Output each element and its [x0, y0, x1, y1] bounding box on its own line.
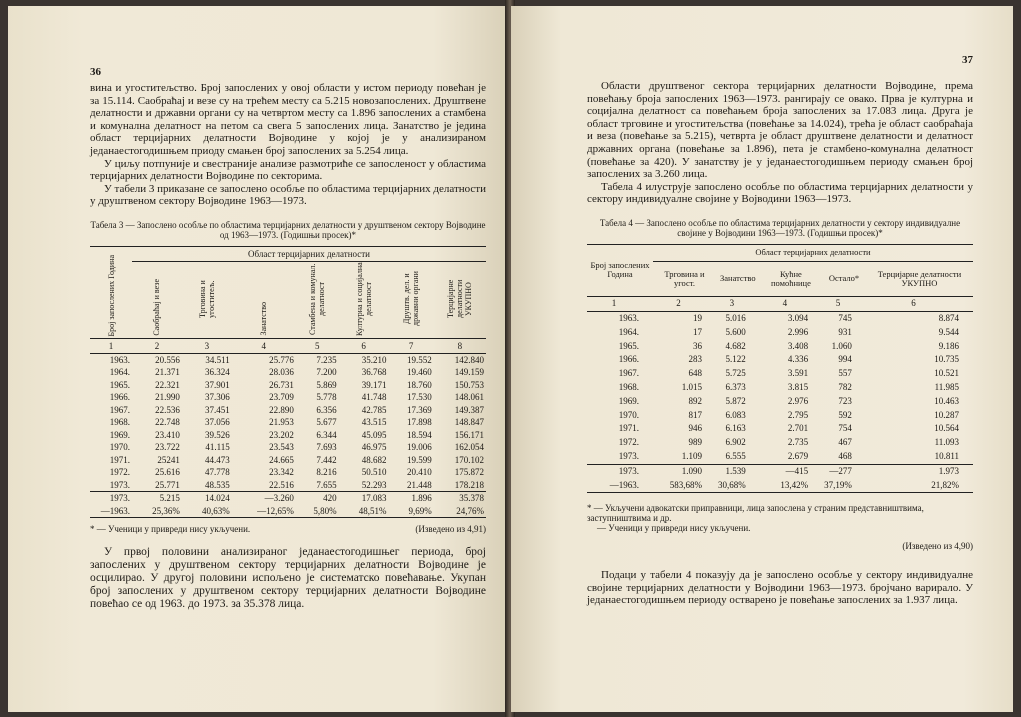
- table-cell: 6.555: [725, 450, 746, 461]
- table-cell: 36: [692, 340, 702, 351]
- column-header: [132, 261, 182, 338]
- table-row: [90, 479, 486, 492]
- table-cell: 13,42%: [760, 479, 822, 493]
- table-cell: 28.036: [269, 367, 294, 378]
- table-cell: 47.778: [205, 467, 230, 478]
- table-cell: 23.202: [269, 429, 294, 440]
- table-cell: 7.442: [316, 454, 337, 465]
- table-cell: 142.840: [454, 354, 484, 365]
- column-header: [296, 261, 339, 338]
- table-cell: 817: [688, 409, 702, 420]
- table-cell: 24.665: [269, 454, 294, 465]
- table-cell: 21.990: [155, 392, 180, 403]
- table-cell: 1963.: [109, 354, 130, 365]
- table-cell: 782: [838, 381, 852, 392]
- table-cell: 3.815: [787, 381, 809, 392]
- table-cell: 1971.: [618, 423, 639, 434]
- table-cell: 1965.: [618, 340, 639, 351]
- table-cell: 1970.: [618, 409, 639, 420]
- table-cell: 9,69%: [389, 505, 434, 518]
- paragraph: У циљу потпуније и свестраније анализе размотриће се запосленост у областима терцијарних делатности Војводине по секторима.: [90, 157, 486, 183]
- table-footnote: * — Ученици у привреди нису укључени.: [90, 524, 251, 535]
- table-cell: 1965.: [109, 379, 130, 390]
- table-cell: 1972.: [109, 467, 130, 478]
- table-cell: 1972.: [618, 437, 639, 448]
- table-row: [587, 340, 973, 354]
- group-header: Област терцијарних делатности: [132, 246, 486, 261]
- table-cell: 30,68%: [716, 479, 760, 493]
- table-cell: 6.373: [725, 381, 746, 392]
- table-cell: 3.094: [787, 312, 809, 323]
- table-cell: 175.872: [454, 467, 484, 478]
- table-cell: 3.591: [787, 368, 809, 379]
- table-cell: 6.083: [725, 409, 746, 420]
- column-header: [182, 261, 232, 338]
- table-row: [90, 366, 486, 379]
- table-cell: 1967.: [618, 368, 639, 379]
- column-header-label: Занатство: [259, 302, 269, 336]
- table-cell: 23.709: [269, 392, 294, 403]
- table-cell: 5.215: [132, 492, 182, 505]
- table-cell: 1.015: [681, 381, 702, 392]
- table-row: [587, 479, 973, 493]
- table-cell: 178.218: [454, 479, 484, 490]
- table-cell: 48.682: [361, 454, 387, 465]
- table-cell: 148.061: [454, 392, 484, 403]
- table-cell: 1971.: [109, 454, 130, 465]
- table-cell: 19: [692, 312, 702, 323]
- table-cell: —12,65%: [232, 505, 296, 518]
- table-cell: 5.122: [725, 354, 746, 365]
- table-cell: 19.006: [406, 442, 432, 453]
- table-cell: 162.054: [454, 442, 484, 453]
- table-cell: 1970.: [109, 442, 130, 453]
- table-cell: 149.387: [454, 404, 484, 415]
- table-row: [587, 381, 973, 395]
- column-number: 4: [760, 296, 822, 311]
- column-number-row: [587, 296, 973, 311]
- table-cell: 5.778: [316, 392, 337, 403]
- table-cell: 2.976: [787, 395, 809, 406]
- table-row: [587, 326, 973, 340]
- column-number: 5: [822, 296, 866, 311]
- table-cell: —415: [760, 464, 822, 478]
- table-cell: 23.722: [155, 442, 180, 453]
- paragraph: Подаци у табели 4 показују да је запослено особље у сектору индивидуалне својине терцијарних делатности у Војводини 1963—1973. бројчано варирало. У једанаестогодишњем периоду остварено је повећање запослених за 1.937 лица.: [587, 569, 973, 607]
- table-cell: 10.564: [934, 423, 959, 434]
- column-header-year: Број запослених Година: [587, 244, 653, 296]
- table-footnote-row: [90, 524, 486, 534]
- table-cell: 592: [838, 409, 852, 420]
- table-cell: 557: [838, 368, 852, 379]
- table-cell: 7.200: [316, 367, 337, 378]
- table-cell: 18.760: [406, 379, 432, 390]
- column-header-label: Стамбена и комунал. делатност: [308, 263, 327, 335]
- table-cell: 6.902: [725, 437, 746, 448]
- table-cell: 19.599: [406, 454, 432, 465]
- table-cell: 7.655: [316, 479, 337, 490]
- table-cell: 46.975: [361, 442, 387, 453]
- column-number: 4: [232, 338, 296, 353]
- table-cell: 39.171: [361, 379, 387, 390]
- table-source: (Изведено из 4,91): [415, 524, 486, 535]
- table-cell: 1967.: [109, 404, 130, 415]
- table-cell: 723: [838, 395, 852, 406]
- table-cell: 5.600: [725, 326, 746, 337]
- table-cell: 1973.: [109, 479, 130, 490]
- table-cell: 8.216: [316, 467, 337, 478]
- table-caption: Табела 4 — Запослено особље по областима терцијарних делатности у сектору индивидуалне својине у Војводини 1963—1973. (Годишњи просек)*: [599, 217, 961, 238]
- table-cell: 52.293: [361, 479, 387, 490]
- table-cell: 2.795: [787, 409, 809, 420]
- column-number: 8: [434, 338, 486, 353]
- table-cell: 745: [838, 312, 852, 323]
- table-cell: 1.896: [389, 492, 434, 505]
- table-cell: 283: [688, 354, 702, 365]
- table-cell: 17.083: [339, 492, 389, 505]
- table-cell: 10.463: [934, 395, 959, 406]
- table-cell: 22.748: [155, 417, 180, 428]
- column-header: [389, 261, 434, 338]
- page-number: 36: [90, 66, 101, 78]
- table-cell: 37,19%: [822, 479, 866, 493]
- table-4: [587, 244, 973, 493]
- table-cell: 5.016: [725, 312, 746, 323]
- table-row: [587, 353, 973, 367]
- paragraph: вина и угоститељство. Број запослених у овој области у истом периоду повећан је за 15.114. Саобраћај и везе су на трећем месту са 5.215 новозапослених. Друштвене делатности и државни органи су на четвртом месту са 1.896 запослених а стамбена и комунална делатност на петом са свега 5 запослених лица. Занатство је једина област терцијарних делатности Војводине у којој је у анализираном једанаестогодишњем приоду смањен број запослених за 5.254 лица.: [90, 82, 486, 157]
- column-number: 6: [866, 296, 973, 311]
- table-cell: 17.530: [406, 392, 432, 403]
- table-cell: 34.511: [205, 354, 230, 365]
- table-cell: 11.985: [934, 381, 959, 392]
- table-cell: 148.847: [454, 417, 484, 428]
- table-cell: 14.024: [182, 492, 232, 505]
- table-cell: 22.321: [155, 379, 180, 390]
- table-cell: 42.785: [361, 404, 387, 415]
- table-cell: 23.543: [269, 442, 294, 453]
- table-cell: 468: [838, 450, 852, 461]
- column-number: 1: [90, 338, 132, 353]
- column-header: [434, 261, 486, 338]
- table-cell: —277: [822, 464, 866, 478]
- table-cell: 1966.: [109, 392, 130, 403]
- table-row: [587, 450, 973, 464]
- column-number: 6: [339, 338, 389, 353]
- table-cell: 3.408: [787, 340, 809, 351]
- column-number: 3: [716, 296, 760, 311]
- table-cell: 1.109: [681, 450, 702, 461]
- table-cell: 22.536: [155, 404, 180, 415]
- table-cell: 10.735: [934, 354, 959, 365]
- table-cell: 17.369: [406, 404, 432, 415]
- table-cell: 1969.: [109, 429, 130, 440]
- table-row: [587, 422, 973, 436]
- table-cell: 9.544: [938, 326, 959, 337]
- table-cell: 19.460: [406, 367, 432, 378]
- table-cell: 10.521: [934, 368, 959, 379]
- table-cell: 25.616: [155, 467, 180, 478]
- table-cell: 21,82%: [866, 479, 973, 493]
- table-cell: 36.768: [361, 367, 387, 378]
- table-cell: 41.115: [205, 442, 230, 453]
- table-cell: 1.090: [653, 464, 716, 478]
- table-row: [90, 416, 486, 429]
- table-row: [587, 464, 973, 478]
- table-cell: 892: [688, 395, 702, 406]
- table-cell: 2.735: [787, 437, 809, 448]
- table-cell: 45.095: [361, 429, 387, 440]
- table-cell: 5.872: [725, 395, 746, 406]
- table-row: [587, 311, 973, 325]
- table-cell: 150.753: [454, 379, 484, 390]
- table-cell: 19.552: [406, 354, 432, 365]
- table-cell: 1964.: [618, 326, 639, 337]
- table-cell: 50.510: [361, 467, 387, 478]
- table-cell: 5.869: [316, 379, 337, 390]
- table-cell: 35.378: [434, 492, 486, 505]
- table-cell: 17: [692, 326, 702, 337]
- table-cell: 989: [688, 437, 702, 448]
- table-cell: 1963.: [618, 312, 639, 323]
- column-number: 2: [653, 296, 716, 311]
- table-row: [587, 395, 973, 409]
- table-footnote: * — Укључени адвокатски приправници, лица запослена у страним представништвима, заступништвима и др.: [587, 503, 924, 524]
- table-cell: 754: [838, 423, 852, 434]
- table-cell: 26.731: [269, 379, 294, 390]
- table-cell: 18.594: [406, 429, 432, 440]
- table-cell: 48,51%: [339, 505, 389, 518]
- table-cell: —1963.: [587, 479, 653, 493]
- column-number: 5: [296, 338, 339, 353]
- table-cell: 25.771: [155, 479, 180, 490]
- column-header: [232, 261, 296, 338]
- table-row: [90, 466, 486, 479]
- table-cell: 48.535: [205, 479, 230, 490]
- table-cell: 11.093: [934, 437, 959, 448]
- table-row: [90, 441, 486, 454]
- column-header-label: Културна и социјална делатност: [354, 262, 373, 336]
- table-cell: 24,76%: [434, 505, 486, 518]
- table-cell: 1968.: [109, 417, 130, 428]
- column-number: 1: [587, 296, 653, 311]
- page-number: 37: [962, 54, 973, 66]
- table-caption: Табела 3 — Запослено особље по областима терцијарних делатности у друштвеном сектору Војводине од 1963—1973. (Годишњи просек)*: [90, 219, 486, 240]
- table-row: [90, 391, 486, 404]
- table-cell: 6.163: [725, 423, 746, 434]
- table-cell: 10.287: [934, 409, 959, 420]
- column-header-label: Саобраћај и везе: [152, 279, 162, 336]
- table-cell: 1973.: [587, 464, 653, 478]
- right-page: [511, 6, 1013, 712]
- table-footnote: — Ученици у привреди нису укључени.: [597, 523, 751, 534]
- table-cell: 23.342: [269, 467, 294, 478]
- table-cell: 1966.: [618, 354, 639, 365]
- table-3: [90, 246, 486, 519]
- table-cell: 1.060: [831, 340, 852, 351]
- table-cell: 420: [296, 492, 339, 505]
- table-cell: 467: [838, 437, 852, 448]
- table-cell: 7.235: [316, 354, 337, 365]
- table-row: [90, 492, 486, 505]
- table-cell: 21.448: [406, 479, 432, 490]
- table-cell: 17.898: [406, 417, 432, 428]
- table-cell: 994: [838, 354, 852, 365]
- column-header: Кућне помоћнице: [760, 261, 822, 296]
- table-cell: 25,36%: [132, 505, 182, 518]
- table-cell: 44.473: [205, 454, 230, 465]
- table-source: (Изведено из 4,90): [902, 541, 973, 552]
- table-cell: 39.526: [205, 429, 230, 440]
- table-cell: 43.515: [361, 417, 387, 428]
- column-number-row: [90, 338, 486, 353]
- table-cell: 5,80%: [296, 505, 339, 518]
- table-cell: 1973.: [618, 450, 639, 461]
- table-cell: 946: [688, 423, 702, 434]
- column-header-label: Терцијарне делатности УКУПНО: [446, 279, 474, 319]
- table-cell: 36.324: [205, 367, 230, 378]
- table-cell: 1973.: [90, 492, 132, 505]
- column-header-label: Трговина и угоститељ.: [197, 280, 216, 318]
- table-cell: 2.679: [787, 450, 809, 461]
- table-cell: 170.102: [454, 454, 484, 465]
- table-cell: 41.748: [361, 392, 387, 403]
- table-cell: 40,63%: [182, 505, 232, 518]
- table-cell: 23.410: [155, 429, 180, 440]
- table-cell: 156.171: [454, 429, 484, 440]
- table-cell: 37.306: [205, 392, 230, 403]
- table-cell: —1963.: [90, 505, 132, 518]
- table-cell: 583,68%: [653, 479, 716, 493]
- table-row: [587, 436, 973, 450]
- table-cell: 6.356: [316, 404, 337, 415]
- table-cell: 21.953: [269, 417, 294, 428]
- table-row: [90, 505, 486, 518]
- column-header-label: Друштв. дел. и државни органи: [402, 271, 421, 327]
- table-cell: 7.693: [316, 442, 337, 453]
- table-cell: 648: [688, 368, 702, 379]
- table-cell: 35.210: [361, 354, 387, 365]
- table-cell: 149.159: [454, 367, 484, 378]
- paragraph: У првој половини анализираног једанаестогодишњег периода, број запослених у друштвеном сектору терцијарних делатности Војводине је осцилирао. У другој половини испољено је систематско повећавање. Укупан број запослених у друштвеном сектору терцијарних делатности Војводине повећао се од 1963. до 1973. за 35.378 лица.: [90, 546, 486, 611]
- table-cell: 2.996: [787, 326, 809, 337]
- column-header: Терцијарне делатности УКУПНО: [866, 261, 973, 296]
- column-header-year: Број запослених Година: [90, 246, 132, 338]
- table-row: [587, 367, 973, 381]
- table-row: [90, 353, 486, 366]
- table-cell: 2.701: [787, 423, 809, 434]
- table-cell: 1964.: [109, 367, 130, 378]
- group-header: Област терцијарних делатности: [653, 244, 973, 261]
- table-cell: 22.516: [269, 479, 294, 490]
- column-header: Остало*: [822, 261, 866, 296]
- table-cell: 20.556: [155, 354, 180, 365]
- table-cell: 4.336: [787, 354, 809, 365]
- table-row: [587, 409, 973, 423]
- column-number: 3: [182, 338, 232, 353]
- table-cell: 25241: [157, 454, 180, 465]
- table-cell: —3.260: [232, 492, 296, 505]
- table-cell: 4.682: [725, 340, 746, 351]
- table-cell: 37.901: [205, 379, 230, 390]
- table-row: [90, 429, 486, 442]
- table-cell: 10.811: [934, 450, 959, 461]
- paragraph: Табела 4 илуструје запослено особље по областима терцијарних делатности у сектору индивидуалне својине у Војводини 1963—1973.: [587, 180, 973, 206]
- table-row: [90, 404, 486, 417]
- table-cell: 931: [838, 326, 852, 337]
- column-number: 7: [389, 338, 434, 353]
- column-header: [339, 261, 389, 338]
- table-cell: 25.776: [269, 354, 294, 365]
- column-number: 2: [132, 338, 182, 353]
- table-cell: 1.973: [866, 464, 973, 478]
- left-page: [8, 6, 508, 712]
- table-cell: 9.186: [938, 340, 959, 351]
- table-cell: 5.677: [316, 417, 337, 428]
- table-cell: 20.410: [406, 467, 432, 478]
- column-header: Занатство: [716, 261, 760, 296]
- table-cell: 21.371: [155, 367, 180, 378]
- table-cell: 22.890: [269, 404, 294, 415]
- table-row: [90, 454, 486, 467]
- table-cell: 6.344: [316, 429, 337, 440]
- paragraph: Области друштвеног сектора терцијарних делатности Војводине, према повећању броја запослених 1963—1973. рангирају се овако. Прва је културна и социјална делатност са повећањем броја запослених за 17.083 лица. Друга је област трговине и угоститељства (повећање за 14.024), трећа је област саобраћаја и веза (повећање за 5.215), четврта је област друштвене делатности и делатност државних органа (повећање за 1.896), пета је стамбено-комунална делатност (повећање за 420). У занатству је у једанаестогодишњем периоду смањен број запослених за 3.260 лица.: [587, 80, 973, 181]
- table-row: [90, 379, 486, 392]
- table-cell: 1968.: [618, 381, 639, 392]
- table-cell: 1.539: [716, 464, 760, 478]
- column-header: Трговина и угост.: [653, 261, 716, 296]
- table-cell: 37.451: [205, 404, 230, 415]
- table-cell: 1969.: [618, 395, 639, 406]
- paragraph: У табели 3 приказане се запослено особље по областима терцијарних делатности у друштвеном сектору Војводине 1963—1973.: [90, 182, 486, 208]
- table-cell: 37.056: [205, 417, 230, 428]
- table-cell: 5.725: [725, 368, 746, 379]
- table-cell: 8.874: [938, 312, 959, 323]
